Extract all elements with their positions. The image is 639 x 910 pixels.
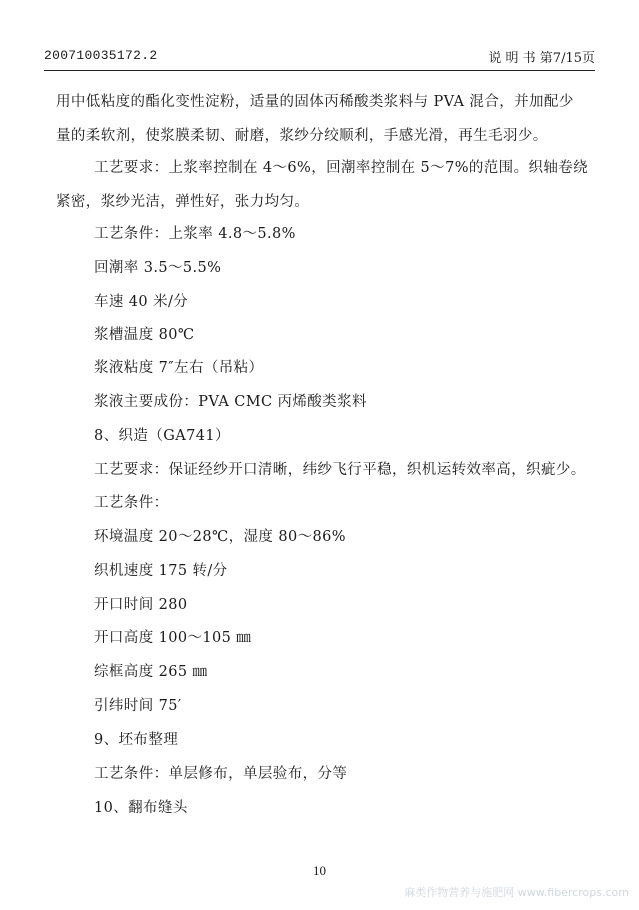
page-header — [44, 40, 595, 71]
page-number: 10 — [313, 863, 326, 878]
text-line-18: 综框高度 265 ㎜ — [94, 664, 208, 680]
text-line-19: 引纬时间 75′ — [94, 698, 182, 714]
text-line-3: 工艺要求：上浆率控制在 4～6%，回潮率控制在 5～7%的范围。织轴卷绕 — [94, 160, 589, 176]
site-watermark: 麻类作物营养与施肥网 www.fibercrops.com — [404, 886, 629, 899]
section-heading-weaving: 8、织造（GA741） — [94, 428, 230, 444]
text-line-17: 开口高度 100～105 ㎜ — [94, 630, 252, 646]
text-line-12: 工艺要求：保证经纱开口清晰，纬纱飞行平稳，织机运转效率高，织疵少。 — [94, 462, 586, 478]
section-heading-grey-cloth: 9、坯布整理 — [94, 732, 179, 748]
text-line-14: 环境温度 20～28℃，湿度 80～86% — [94, 529, 346, 545]
patent-application-number: 200710035172.2 — [44, 48, 158, 63]
text-line-4: 紧密，浆纱光洁，弹性好，张力均匀。 — [56, 194, 310, 210]
text-line-15: 织机速度 175 转/分 — [94, 563, 228, 579]
header-section-page: 说 明 书 第7/15页 — [488, 51, 595, 66]
text-line-5: 工艺条件：上浆率 4.8～5.8% — [94, 226, 296, 242]
text-line-9: 浆液粘度 7″左右（吊粘） — [94, 360, 264, 376]
text-line-10: 浆液主要成份：PVA CMC 丙烯酸类浆料 — [94, 394, 367, 410]
text-line-6: 回潮率 3.5～5.5% — [94, 260, 222, 276]
text-line-13: 工艺条件： — [94, 495, 169, 511]
section-heading-cloth-turning: 10、翻布缝头 — [94, 800, 188, 816]
text-line-2: 量的柔软剂，使浆膜柔韧、耐磨，浆纱分绞顺利，手感光滑，再生毛羽少。 — [56, 128, 548, 144]
text-line-7: 车速 40 米/分 — [94, 294, 189, 310]
text-line-8: 浆槽温度 80℃ — [94, 327, 195, 343]
text-line-21: 工艺条件：单层修布，单层验布，分等 — [94, 766, 348, 782]
text-line-1: 用中低粘度的酯化变性淀粉，适量的固体丙稀酸类浆料与 PVA 混合，并加配少 — [56, 94, 574, 110]
text-line-16: 开口时间 280 — [94, 597, 188, 613]
